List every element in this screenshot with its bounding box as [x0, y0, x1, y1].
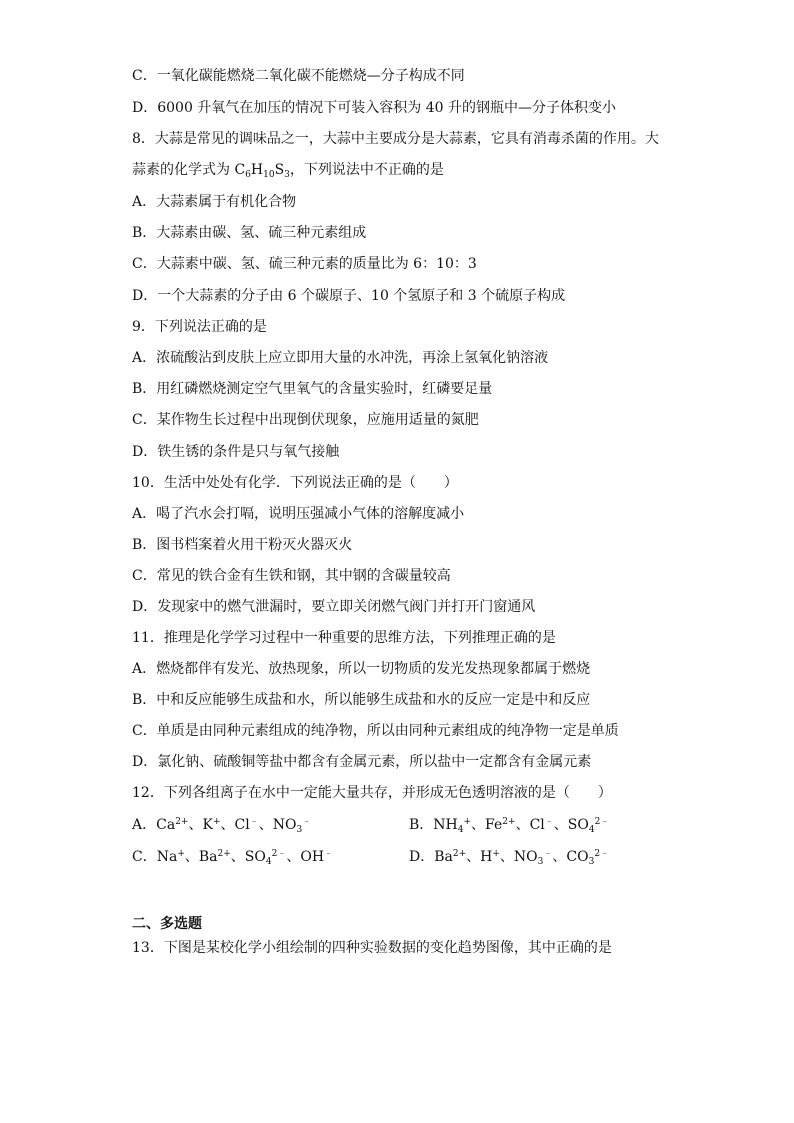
q10-stem: 10．生活中处处有化学．下列说法正确的是（ ） [132, 475, 458, 491]
ion: $SO_4^{2﹣}$ [567, 817, 610, 835]
ion-separator: 、 [515, 817, 530, 833]
q11-option-a: A．燃烧都伴有发光、放热现象，所以一切物质的发光发热现象都属于燃烧 [132, 661, 591, 677]
q11-option-d: D．氯化钠、硫酸铜等盐中都含有金属元素，所以盐中一定都含有金属元素 [132, 754, 592, 770]
ion: Cl﹣ [234, 817, 259, 833]
q10-option-a: A．喝了汽水会打嗝，说明压强减小气体的溶解度减小 [132, 506, 465, 522]
q8-stem-text: ，下列说法中不正确的是 [289, 162, 444, 178]
q8-option-c: C．大蒜素中碳、氢、硫三种元素的质量比为 6：10：3 [132, 256, 477, 272]
formula-element: H [250, 162, 264, 178]
ion: $NO_3^﹣$ [513, 849, 553, 867]
ion: $NH_4^+$ [433, 817, 472, 835]
ion-separator: 、 [258, 817, 273, 833]
option-label: B． [409, 817, 434, 833]
q11-stem: 11．推理是化学学习过程中一种重要的思维方法，下列推理正确的是 [132, 630, 556, 646]
ion-separator: 、 [499, 849, 514, 865]
q12-stem: 12．下列各组离子在水中一定能大量共存，并形成无色透明溶液的是（ ） [132, 785, 612, 801]
q9-option-d: D．铁生锈的条件是只与氧气接触 [132, 444, 340, 460]
q13-stem: 13．下图是某校化学小组绘制的四种实验数据的变化趋势图像，其中正确的是 [132, 940, 612, 956]
formula-sub: 3 [284, 170, 290, 180]
option-label: C． [132, 849, 157, 865]
q11-option-c: C．单质是由同种元素组成的纯净物，所以由同种元素组成的纯净物一定是单质 [132, 723, 619, 739]
ion: $Fe^{2+}$ [485, 817, 516, 833]
ion-separator: 、 [184, 849, 199, 865]
option-label: D． [409, 849, 435, 865]
q9-option-c: C．某作物生长过程中出现倒伏现象，应施用适量的氮肥 [132, 412, 479, 428]
q8-stem-text: 蒜素的化学式为 C [132, 162, 246, 178]
ion: $Ca^{2+}$ [156, 817, 189, 833]
q9-stem: 9．下列说法正确的是 [132, 319, 267, 335]
ion-separator: 、 [230, 849, 245, 865]
ion: $Ba^{2+}$ [198, 849, 231, 865]
section-heading-multiple-choice: 二、多选题 [132, 916, 202, 932]
ion: $NO_3^﹣$ [272, 817, 312, 835]
ion: $SO_4^{2﹣}$ [244, 849, 287, 867]
q12-option-d [409, 848, 609, 866]
ion-separator: 、 [471, 817, 486, 833]
q10-option-c: C．常见的铁合金有生铁和钢，其中钢的含碳量较高 [132, 568, 451, 584]
ion: K+ [202, 817, 221, 833]
formula-sub: 10 [263, 170, 275, 180]
ion-separator: 、 [188, 817, 203, 833]
q10-option-b: B．图书档案着火用干粉灭火器灭火 [132, 537, 353, 553]
ion: $Ba^{2+}$ [434, 849, 467, 865]
ion-separator: 、 [553, 817, 568, 833]
ion: Na+ [156, 849, 185, 865]
q7-option-d: D．6000 升氧气在加压的情况下可装入容积为 40 升的钢瓶中—分子体积变小 [132, 100, 617, 116]
q8-stem-line2 [132, 161, 444, 179]
ion-separator: 、 [466, 849, 481, 865]
q9-option-a: A．浓硫酸沾到皮肤上应立即用大量的水冲洗，再涂上氢氧化钠溶液 [132, 350, 549, 366]
q12-option-c [132, 848, 333, 866]
ion: OH﹣ [300, 849, 334, 865]
q8-option-a: A．大蒜素属于有机化合物 [132, 194, 297, 210]
q11-option-b: B．中和反应能够生成盐和水，所以能够生成盐和水的反应一定是中和反应 [132, 692, 591, 708]
formula-element: S [274, 162, 285, 178]
ion-separator: 、 [220, 817, 235, 833]
ion: $CO_3^{2﹣}$ [566, 849, 610, 867]
ion: H+ [480, 849, 500, 865]
q12-option-a [132, 816, 311, 834]
ion-separator: 、 [552, 849, 567, 865]
q8-option-b: B．大蒜素由碳、氢、硫三种元素组成 [132, 225, 367, 241]
q12-option-b [409, 816, 609, 834]
q10-option-d: D．发现家中的燃气泄漏时，要立即关闭燃气阀门并打开门窗通风 [132, 599, 536, 615]
q8-option-d: D．一个大蒜素的分子由 6 个碳原子、10 个氢原子和 3 个硫原子构成 [132, 288, 566, 304]
formula-sub: 6 [245, 170, 251, 180]
ion-separator: 、 [286, 849, 301, 865]
q8-stem-line1: 8．大蒜是常见的调味品之一，大蒜中主要成分是大蒜素，它具有消毒杀菌的作用。大 [132, 131, 659, 147]
option-label: A． [132, 817, 157, 833]
q7-option-c: C．一氧化碳能燃烧二氧化碳不能燃烧—分子构成不同 [132, 68, 465, 84]
q9-option-b: B．用红磷燃烧测定空气里氧气的含量实验时，红磷要足量 [132, 381, 493, 397]
ion: Cl﹣ [529, 817, 554, 833]
